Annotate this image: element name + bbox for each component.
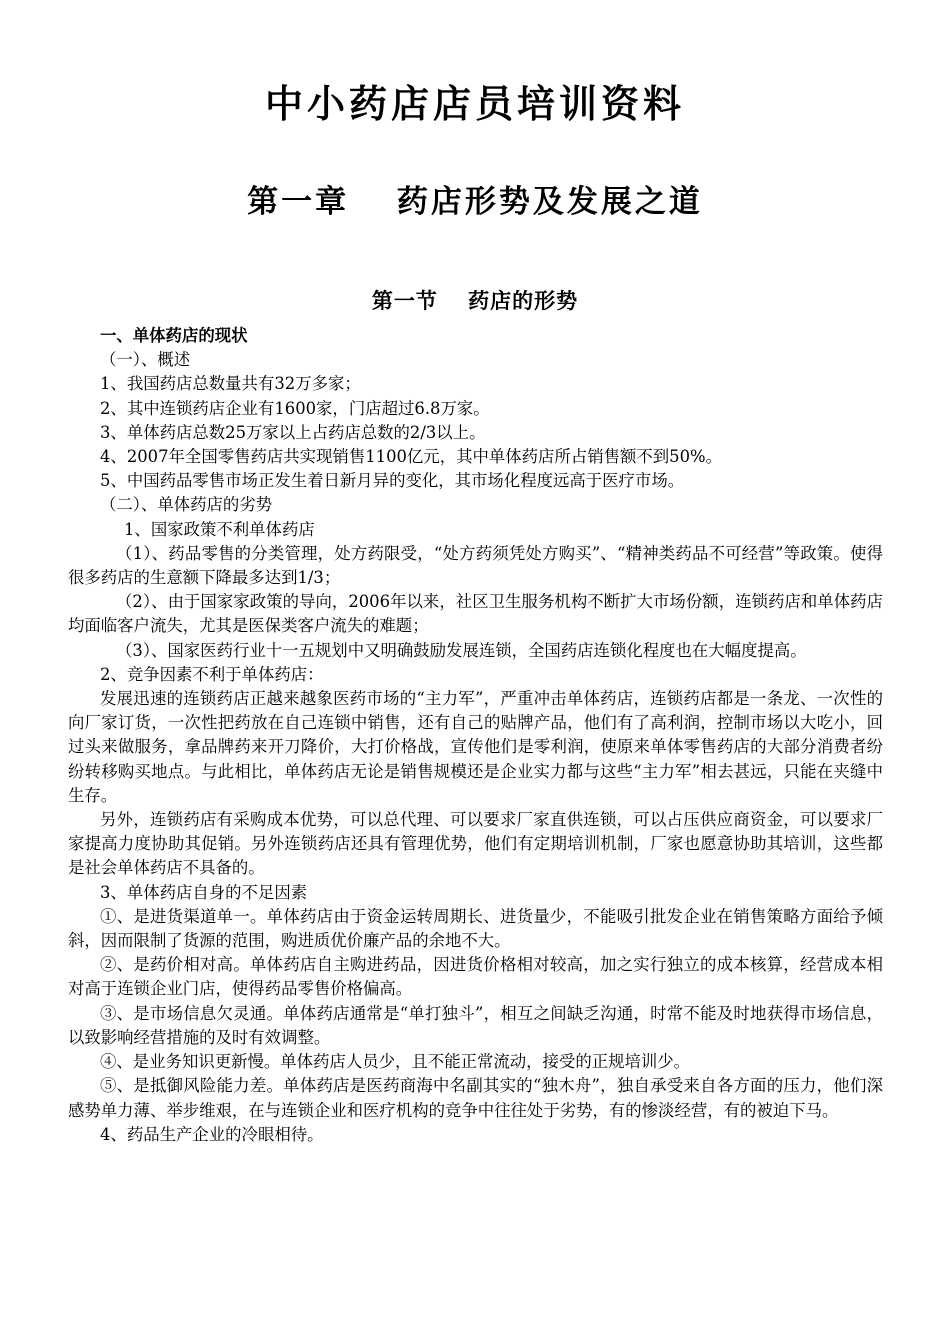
paragraph: （3）、国家医药行业十一五规划中又明确鼓励发展连锁，全国药店连锁化程度也在大幅度提高。: [116, 640, 807, 660]
paragraph: 另外，连锁药店有采购成本优势，可以总代理、可以要求厂家直供连锁，可以占压供应商资金，可以要求厂家提高力度协助其促销。另外连锁药店还具有管理优势，他们有定期培训机制，厂家也愿意协助其培训，这些都是社会单体药店不具备的。: [68, 810, 883, 878]
paragraph: 4、药品生产企业的冷眼相待。: [100, 1124, 324, 1144]
paragraph: ③、是市场信息欠灵通。单体药店通常是“单打独斗”，相互之间缺乏沟通，时常不能及时地获得市场信息，以致影响经营措施的及时有效调整。: [68, 1003, 883, 1047]
paragraph: 发展迅速的连锁药店正越来越象医药市场的“主力军”，严重冲击单体药店，连锁药店都是一条龙、一次性的向厂家订货，一次性把药放在自己连锁中销售，还有自己的贴牌产品，他们有了高利润，控制市场以大吃小，回过头来做服务，拿品牌药来开刀降价，大打价格战，宣传他们是零利润，使原来单体零售药店的大部分消费者纷纷转移购买地点。与此相比，单体药店无论是销售规模还是企业实力都与这些“主力军”相去甚远，只能在夹缝中生存。: [68, 689, 883, 805]
paragraph: 3、单体药店总数25万家以上占药店总数的2/3以上。: [100, 422, 486, 442]
chapter-title: 第一章 药店形势及发展之道: [247, 184, 703, 220]
document-body: [68, 324, 883, 1147]
paragraph: （一）、概述: [100, 350, 191, 370]
document-title: 中小药店店员培训资料: [264, 82, 685, 126]
paragraph: 4、2007年全国零售药店共实现销售1100亿元，其中单体药店所占销售额不到50%。: [100, 447, 723, 467]
paragraph: 5、中国药品零售市场正发生着日新月异的变化，其市场化程度远高于医疗市场。: [100, 471, 685, 491]
paragraph: （1）、药品零售的分类管理，处方药限受，“处方药须凭处方购买”、“精神类药品不可经营”等政策。使得很多药店的生意额下降最多达到1/3；: [68, 543, 883, 588]
section-title: 第一节 药店的形势: [371, 289, 579, 313]
paragraph: ⑤、是抵御风险能力差。单体药店是医药商海中名副其实的“独木舟”，独自承受来自各方面的压力，他们深感势单力薄、举步维艰，在与连锁企业和医疗机构的竞争中往往处于劣势，有的惨淡经营，有的被迫下马。: [68, 1076, 883, 1120]
paragraph: 1、我国药店总数量共有32万多家；: [100, 374, 361, 394]
paragraph: 1、国家政策不利单体药店: [124, 519, 315, 539]
paragraph: 2、其中连锁药店企业有1600家，门店超过6.8万家。: [100, 398, 490, 418]
paragraph: ④、是业务知识更新慢。单体药店人员少，且不能正常流动，接受的正规培训少。: [100, 1052, 691, 1072]
paragraph: 2、竞争因素不利于单体药店：: [100, 664, 324, 684]
paragraph: （2）、由于国家家政策的导向，2006年以来，社区卫生服务机构不断扩大市场份额，连锁药店和单体药店均面临客户流失，尤其是医保类客户流失的难题；: [68, 592, 883, 636]
paragraph: 3、单体药店自身的不足因素: [100, 882, 308, 902]
paragraph: ②、是药价相对高。单体药店自主购进药品，因进货价格相对较高，加之实行独立的成本核算，经营成本相对高于连锁企业门店，使得药品零售价格偏高。: [68, 955, 883, 999]
paragraph: ①、是进货渠道单一。单体药店由于资金运转周期长、进货量少，不能吸引批发企业在销售策略方面给予倾斜，因而限制了货源的范围，购进质优价廉产品的余地不大。: [68, 906, 883, 951]
paragraph: （二）、单体药店的劣势: [100, 495, 273, 515]
subheading: 一、单体药店的现状: [100, 326, 248, 345]
